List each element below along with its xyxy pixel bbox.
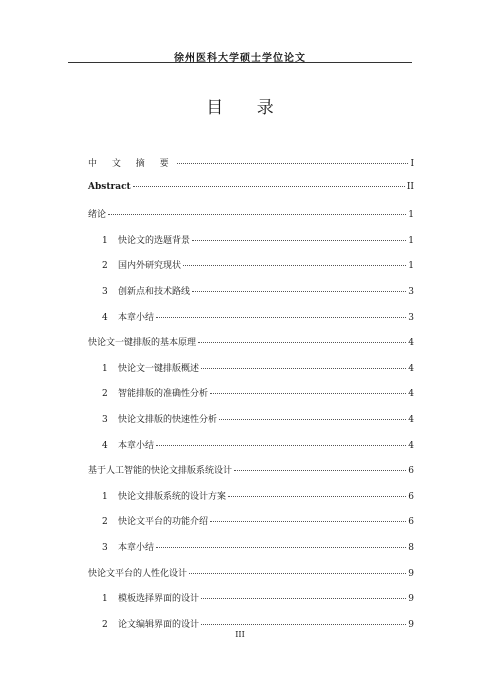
- toc-entry-label: 快论文一键排版的基本原理: [88, 338, 197, 349]
- toc-leader-dots: [234, 470, 406, 471]
- toc-leader-dots: [210, 521, 406, 522]
- toc-leader-dots: [198, 342, 406, 343]
- toc-entry-label: Abstract: [88, 181, 131, 192]
- toc-entry[interactable]: [88, 335, 414, 351]
- toc-entry-page: I: [410, 159, 414, 169]
- toc-entry-number: 1: [102, 363, 108, 374]
- toc-entry-number: 3: [102, 543, 108, 553]
- toc-entry-page: 4: [408, 363, 414, 374]
- toc-entry-page: 4: [408, 338, 414, 349]
- toc-entry[interactable]: [88, 207, 414, 223]
- toc-entry[interactable]: [102, 540, 414, 556]
- toc-entry[interactable]: [88, 156, 414, 172]
- toc-entry-number: 2: [102, 389, 108, 400]
- toc-entry-label: 基于人工智能的快论文排版系统设计: [88, 466, 233, 477]
- toc-entry-number: 4: [102, 440, 108, 451]
- header-rule: [68, 62, 412, 63]
- toc-entry[interactable]: [102, 233, 414, 249]
- toc-entry-label: 绪论: [88, 210, 107, 221]
- page-number: III: [235, 630, 245, 639]
- toc-entry-page: 9: [408, 619, 414, 630]
- toc-entry-label: 创新点和技术路线: [118, 287, 191, 297]
- toc-entry[interactable]: [102, 438, 414, 454]
- toc-entry-page: II: [406, 181, 414, 192]
- toc-entry-number: 2: [102, 261, 108, 272]
- toc-entry-label: 快论文排版系统的设计方案: [118, 491, 227, 502]
- toc-entry[interactable]: [88, 566, 414, 582]
- toc-entry-number: 1: [102, 594, 108, 605]
- toc-entry-page: 9: [408, 594, 414, 605]
- toc-entry-number: 1: [102, 235, 108, 246]
- toc-entry-page: 3: [408, 312, 414, 323]
- toc-entry-label: 中 文 摘 要: [88, 159, 175, 169]
- toc-leader-dots: [133, 186, 405, 187]
- toc-entry-page: 6: [408, 491, 414, 502]
- toc-entry[interactable]: [102, 258, 414, 274]
- toc-entry-number: 1: [102, 491, 108, 502]
- toc-entry-page: 4: [408, 389, 414, 400]
- toc-leader-dots: [156, 547, 406, 548]
- toc-entry-label: 快论文的选题背景: [118, 235, 191, 246]
- toc-entry[interactable]: [88, 463, 414, 479]
- toc-entry-label: 本章小结: [118, 312, 155, 323]
- toc-leader-dots: [177, 163, 409, 164]
- toc-entry-page: 6: [408, 517, 414, 528]
- toc-entry[interactable]: [102, 284, 414, 300]
- toc-entry[interactable]: [102, 386, 414, 402]
- toc-leader-dots: [192, 291, 406, 292]
- toc-leader-dots: [201, 368, 406, 369]
- toc-entry-label: 本章小结: [118, 440, 155, 451]
- toc-entry-page: 4: [408, 440, 414, 451]
- toc-leader-dots: [156, 317, 406, 318]
- toc-entry-number: 4: [102, 312, 108, 323]
- running-header: 徐州医科大学硕士学位论文: [174, 53, 306, 64]
- toc-leader-dots: [210, 393, 406, 394]
- page-title: 目 录: [206, 98, 288, 118]
- toc-entry-label: 快论文平台的人性化设计: [88, 568, 188, 579]
- toc-entry-page: 4: [408, 415, 414, 425]
- toc-entry-number: 2: [102, 517, 108, 528]
- toc-leader-dots: [108, 214, 406, 215]
- toc-entry-page: 8: [408, 543, 414, 553]
- toc-entry-number: 3: [102, 287, 108, 297]
- toc-entry-label: 论文编辑界面的设计: [118, 619, 200, 630]
- toc-entry[interactable]: [88, 182, 414, 198]
- toc-entry-page: 3: [408, 287, 414, 297]
- toc-entry[interactable]: [102, 361, 414, 377]
- toc-leader-dots: [189, 573, 406, 574]
- toc-entry-number: 2: [102, 619, 108, 630]
- toc-leader-dots: [219, 419, 406, 420]
- toc-entry-label: 模板选择界面的设计: [118, 594, 200, 605]
- toc-entry-page: 1: [408, 210, 414, 221]
- toc-entry-page: 9: [408, 568, 414, 579]
- toc-entry[interactable]: [102, 412, 414, 428]
- toc-entry[interactable]: [102, 310, 414, 326]
- toc-leader-dots: [183, 265, 406, 266]
- toc-entry[interactable]: [102, 489, 414, 505]
- toc-entry-label: 本章小结: [118, 543, 155, 553]
- toc-leader-dots: [156, 445, 406, 446]
- toc-leader-dots: [192, 240, 406, 241]
- toc-entry[interactable]: [102, 514, 414, 530]
- toc-entry-page: 6: [408, 466, 414, 477]
- toc-entry-number: 3: [102, 415, 108, 425]
- toc-leader-dots: [201, 598, 406, 599]
- toc-entry-label: 快论文平台的功能介绍: [118, 517, 209, 528]
- toc-entry-label: 国内外研究现状: [118, 261, 182, 272]
- toc-leader-dots: [201, 624, 406, 625]
- toc-entry-label: 智能排版的准确性分析: [118, 389, 209, 400]
- toc-entry-label: 快论文排版的快速性分析: [118, 415, 218, 425]
- toc-entry-page: 1: [408, 261, 414, 272]
- toc-entry[interactable]: [102, 591, 414, 607]
- toc-entry-page: 1: [408, 235, 414, 246]
- toc-leader-dots: [228, 496, 406, 497]
- toc-entry-label: 快论文一键排版概述: [118, 363, 200, 374]
